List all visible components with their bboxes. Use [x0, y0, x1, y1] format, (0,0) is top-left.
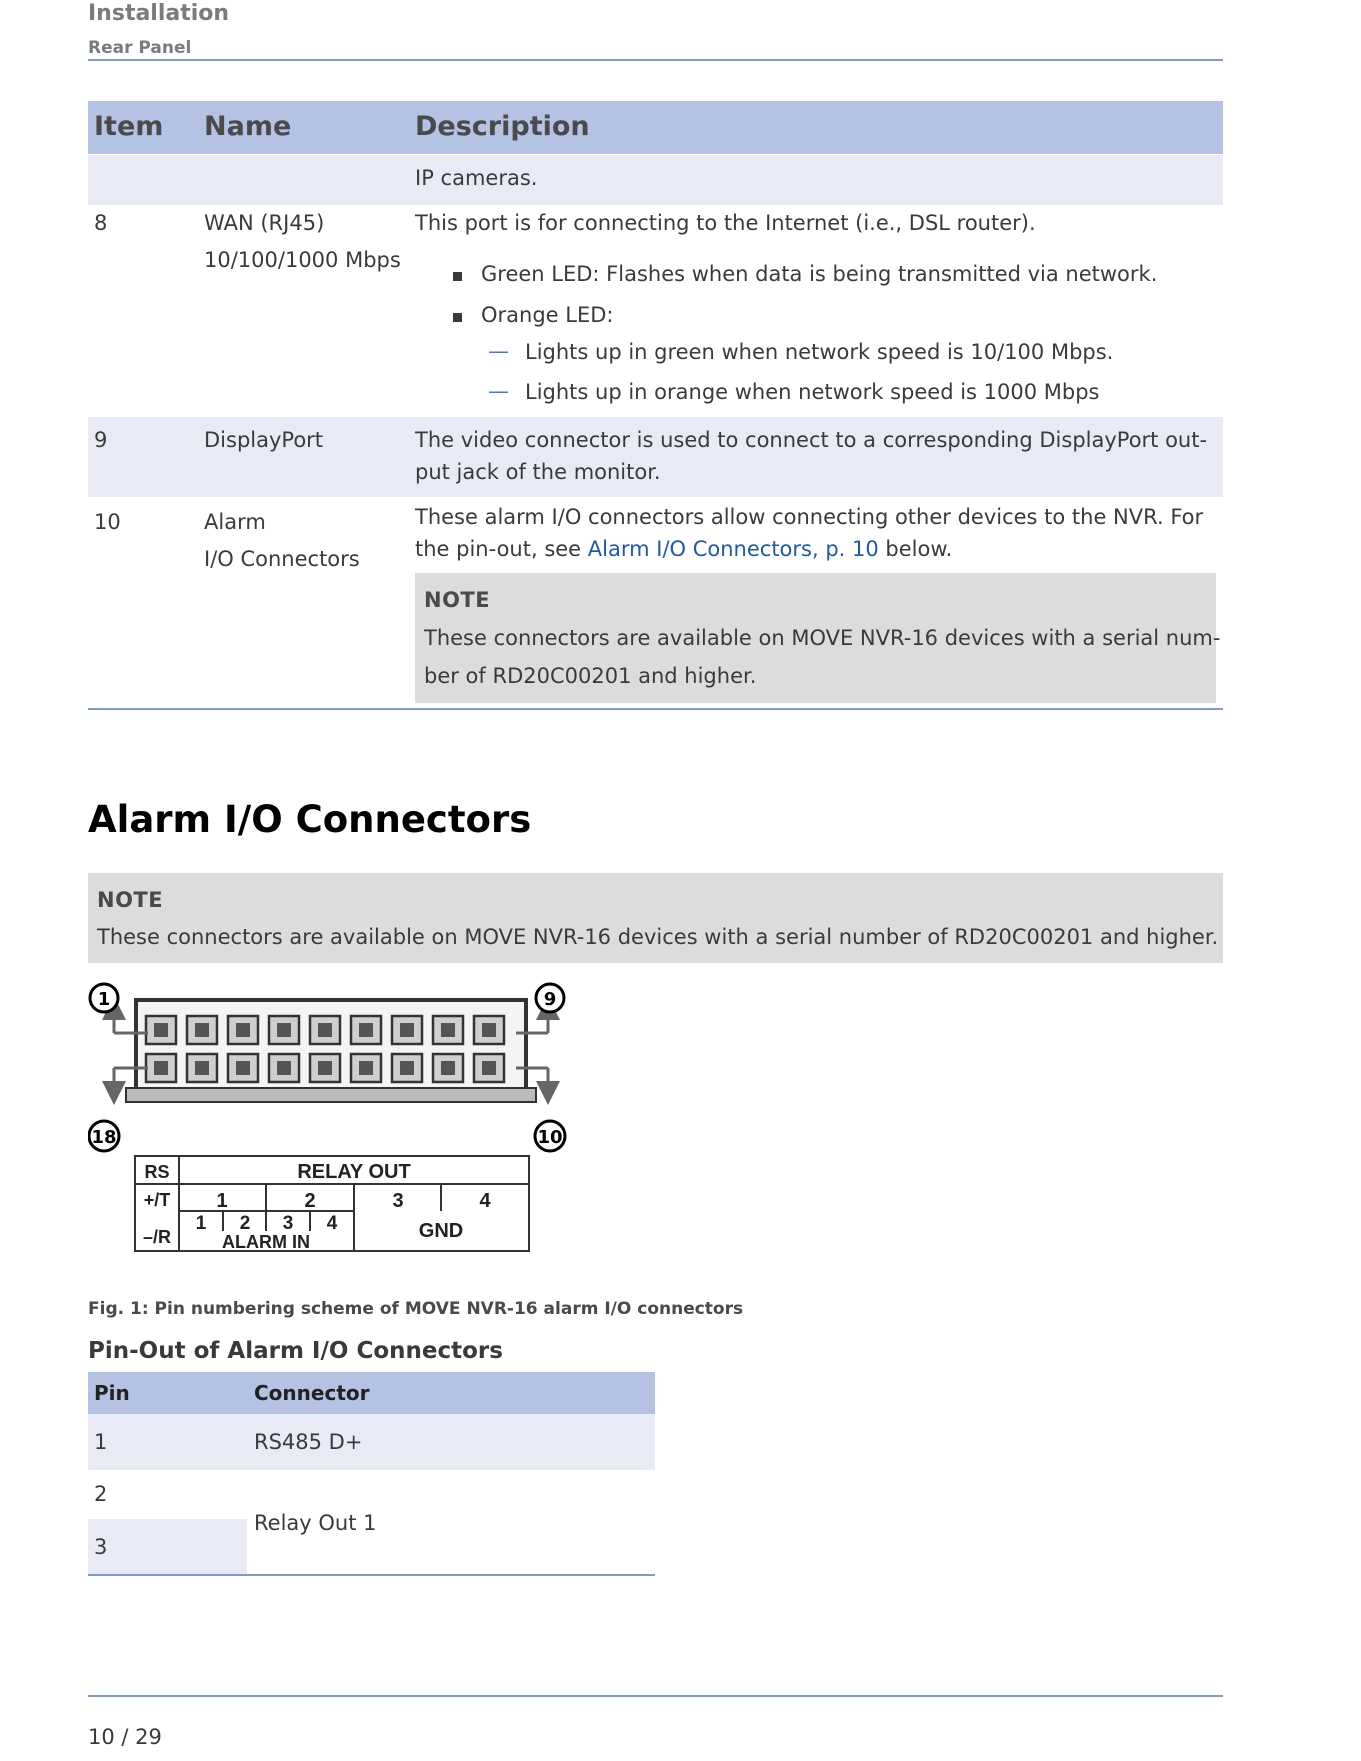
header-divider — [88, 59, 1223, 61]
col-header-item: Item — [94, 111, 164, 142]
pin-contact — [277, 1061, 291, 1075]
row10-name-line2: I/O Connectors — [204, 547, 360, 571]
callout-18: 18 — [91, 1127, 117, 1148]
figure-caption: Fig. 1: Pin numbering scheme of MOVE NVR-16 alarm I/O connectors — [88, 1299, 744, 1319]
label-relay-4: 4 — [479, 1190, 491, 1212]
row9-description-line1: The video connector is used to connect to a corresponding DisplayPort out- — [415, 428, 1208, 452]
header-subtitle: Rear Panel — [88, 38, 192, 58]
label-alarm-in: ALARM IN — [222, 1232, 310, 1252]
alarm-io-connectors-link[interactable]: Alarm I/O Connectors, p. 10 — [587, 537, 879, 561]
connector-pin-diagram — [88, 978, 588, 1278]
table-bottom-rule — [88, 708, 1223, 710]
row9-item: 9 — [94, 428, 108, 452]
section-title: Alarm I/O Connectors — [88, 798, 532, 841]
section-note-text: These connectors are available on MOVE NVR-16 devices with a serial number of RD20C00201 and higher. — [97, 925, 1219, 949]
pinout-col-connector: Connector — [254, 1381, 370, 1405]
row9-name: DisplayPort — [204, 428, 324, 452]
table-row-continued — [88, 155, 1223, 205]
label-rs: RS — [144, 1162, 170, 1182]
footer-divider — [88, 1695, 1223, 1697]
row10-note-title: NOTE — [424, 588, 491, 612]
table-header — [88, 101, 1223, 154]
label-minus-r: –/R — [142, 1227, 172, 1247]
pinout-row-3-pin: 3 — [94, 1535, 108, 1559]
label-alarm-4: 4 — [326, 1213, 338, 1234]
page-number: 10 / 29 — [88, 1725, 162, 1749]
label-alarm-2: 2 — [239, 1213, 251, 1234]
callout-10: 10 — [537, 1127, 563, 1148]
label-gnd: GND — [418, 1220, 464, 1242]
pin-contact — [441, 1023, 455, 1037]
pin-contact — [195, 1023, 209, 1037]
pinout-bottom-rule — [88, 1574, 655, 1576]
pin-contact — [236, 1061, 250, 1075]
pin-contact — [154, 1061, 168, 1075]
continued-description: IP cameras. — [415, 166, 538, 190]
callout-1: 1 — [97, 989, 111, 1010]
pin-contact — [482, 1061, 496, 1075]
pinout-col-pin: Pin — [94, 1381, 130, 1405]
label-relay-2: 2 — [304, 1190, 316, 1212]
pin-contact — [195, 1061, 209, 1075]
bullet-icon — [453, 313, 462, 322]
pinout-title: Pin-Out of Alarm I/O Connectors — [88, 1338, 503, 1364]
row10-description-line1: These alarm I/O connectors allow connecting other devices to the NVR. For — [415, 505, 1204, 529]
pin-contact — [236, 1023, 250, 1037]
row8-sub-orange: Lights up in orange when network speed is 1000 Mbps — [525, 380, 1100, 404]
dash-bullet-icon: — — [488, 379, 509, 403]
row10-note-line1: These connectors are available on MOVE NVR-16 devices with a serial num- — [424, 626, 1221, 650]
row8-sub-green: Lights up in green when network speed is 10/100 Mbps. — [525, 340, 1114, 364]
pin-contact — [441, 1061, 455, 1075]
label-relay-1: 1 — [216, 1190, 228, 1212]
row8-item: 8 — [94, 211, 108, 235]
pin-contact — [359, 1061, 373, 1075]
connector-base — [126, 1088, 536, 1102]
pinout-merged-connector: Relay Out 1 — [254, 1511, 377, 1535]
row10-item: 10 — [94, 510, 121, 534]
col-header-name: Name — [204, 111, 292, 142]
pin-contact — [277, 1023, 291, 1037]
pin-contact — [400, 1061, 414, 1075]
pin-contact — [318, 1061, 332, 1075]
row8-bullet-orange-led: Orange LED: — [481, 303, 614, 327]
label-alarm-3: 3 — [282, 1213, 294, 1234]
row10-desc-pre: the pin-out, see — [415, 537, 588, 561]
row8-description: This port is for connecting to the Internet (i.e., DSL router). — [415, 211, 1036, 235]
pinout-row-1-pin: 1 — [94, 1430, 108, 1454]
section-note-title: NOTE — [97, 888, 164, 912]
callout-9: 9 — [543, 989, 557, 1010]
label-relay-3: 3 — [392, 1190, 404, 1212]
pin-contact — [400, 1023, 414, 1037]
pinout-header — [88, 1372, 655, 1414]
pinout-row-2-pin: 2 — [94, 1482, 108, 1506]
row8-name-line2: 10/100/1000 Mbps — [204, 248, 401, 272]
row10-name-line1: Alarm — [204, 510, 266, 534]
label-relay-out: RELAY OUT — [297, 1161, 411, 1183]
row10-desc-post: below. — [878, 537, 953, 561]
pinout-row-3 — [88, 1519, 247, 1574]
pin-contact — [318, 1023, 332, 1037]
dash-bullet-icon: — — [488, 339, 509, 363]
pin-contact — [359, 1023, 373, 1037]
pinout-row-1-connector: RS485 D+ — [254, 1430, 363, 1454]
pin-contact — [482, 1023, 496, 1037]
row10-description-line2 — [415, 537, 952, 562]
col-header-description: Description — [415, 111, 590, 142]
label-alarm-1: 1 — [195, 1213, 207, 1234]
pinout-row-1 — [88, 1414, 655, 1470]
label-plus-t: +/T — [143, 1190, 171, 1210]
bullet-icon — [453, 272, 462, 281]
row8-bullet-green-led: Green LED: Flashes when data is being transmitted via network. — [481, 262, 1158, 286]
row8-name-line1: WAN (RJ45) — [204, 211, 325, 235]
pin-contact — [154, 1023, 168, 1037]
row10-note-line2: ber of RD20C00201 and higher. — [424, 664, 757, 688]
header-title: Installation — [88, 1, 230, 26]
row9-description-line2: put jack of the monitor. — [415, 460, 661, 484]
